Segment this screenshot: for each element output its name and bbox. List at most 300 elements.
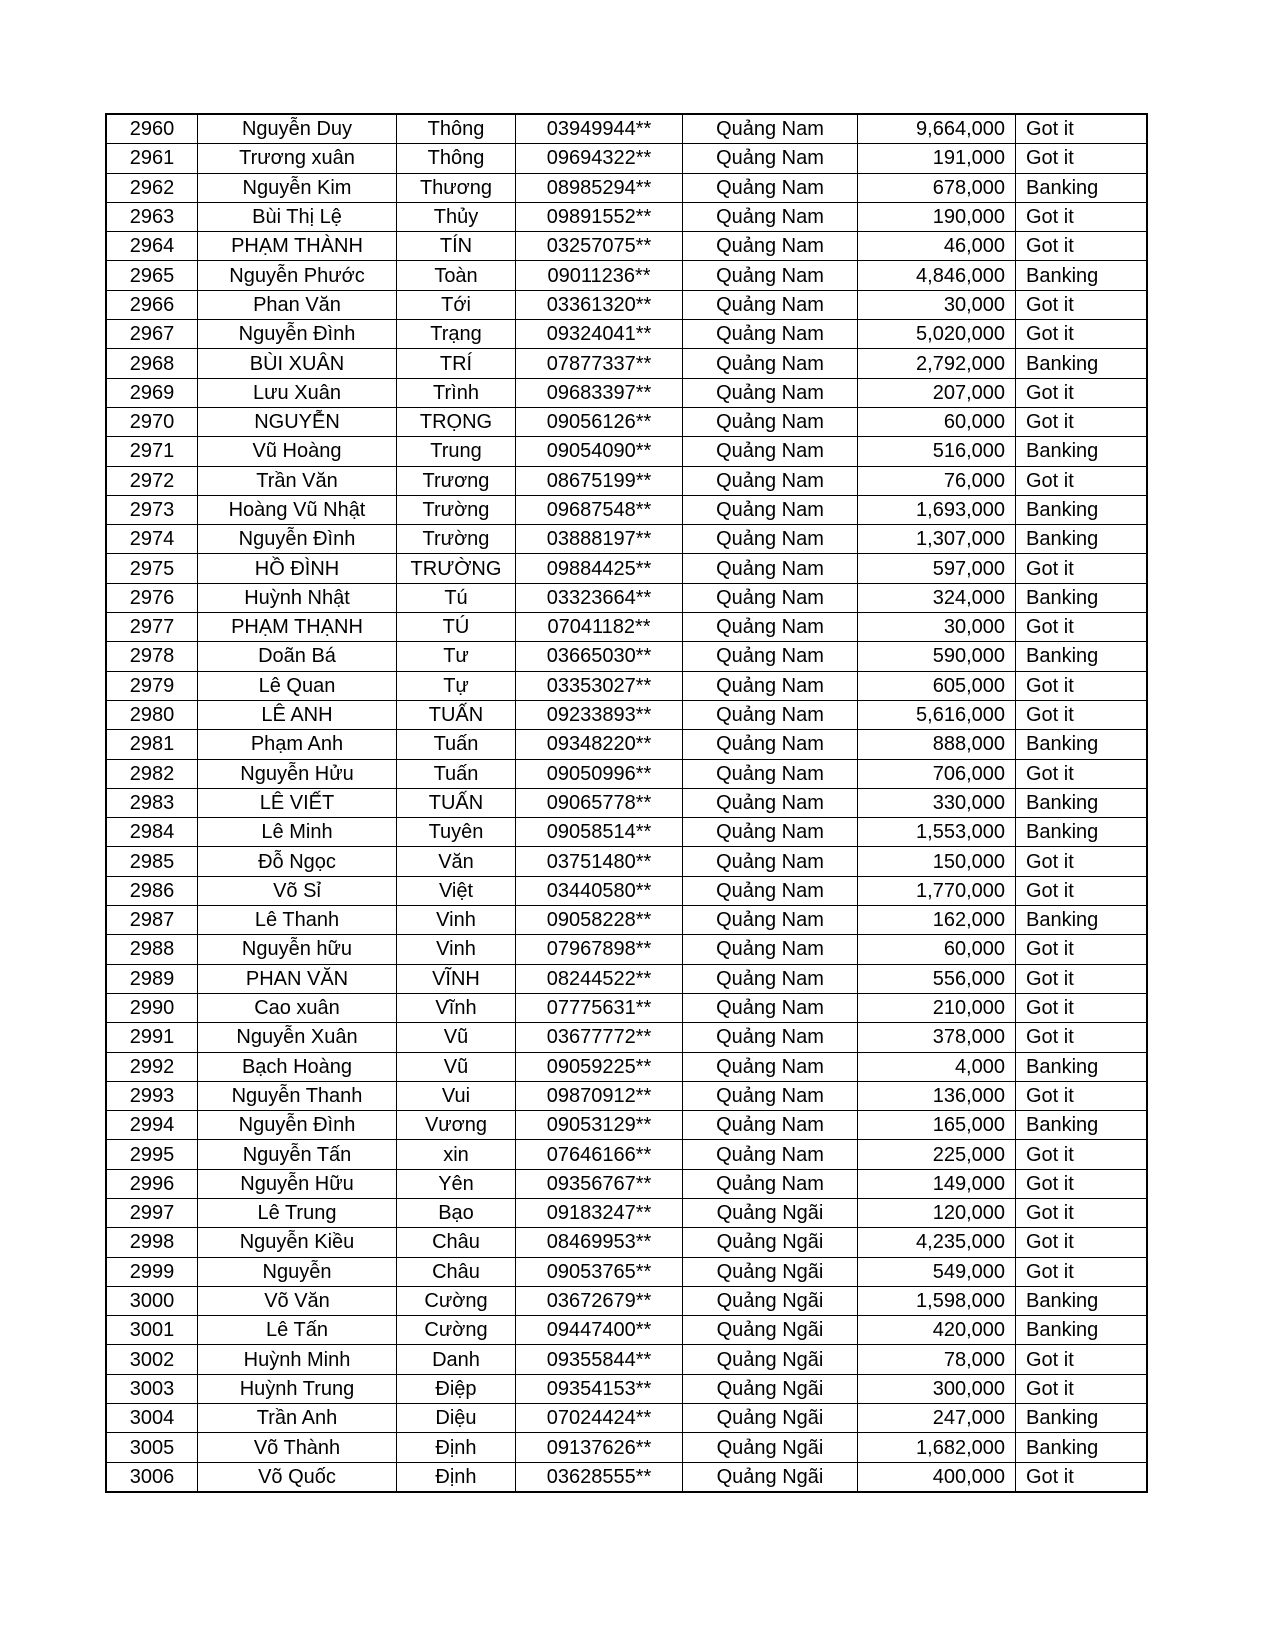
family-name-cell: Nguyễn hữu bbox=[198, 935, 397, 964]
table-row bbox=[106, 1345, 1147, 1374]
family-name-cell: Nguyễn Đình bbox=[198, 525, 397, 554]
status-cell: Got it bbox=[1016, 466, 1148, 495]
row-id-cell: 2973 bbox=[106, 495, 198, 524]
given-name-cell: Châu bbox=[397, 1257, 516, 1286]
phone-cell: 03353027** bbox=[516, 671, 683, 700]
table-row bbox=[106, 847, 1147, 876]
family-name-cell: Nguyễn Hữu bbox=[198, 1169, 397, 1198]
given-name-cell: Diệu bbox=[397, 1404, 516, 1433]
table-row bbox=[106, 1052, 1147, 1081]
family-name-cell: NGUYỄN bbox=[198, 407, 397, 436]
phone-cell: 09058228** bbox=[516, 906, 683, 935]
amount-cell: 420,000 bbox=[858, 1316, 1016, 1345]
status-cell: Got it bbox=[1016, 700, 1148, 729]
row-id-cell: 2996 bbox=[106, 1169, 198, 1198]
phone-cell: 09324041** bbox=[516, 320, 683, 349]
row-id-cell: 2992 bbox=[106, 1052, 198, 1081]
table-row bbox=[106, 671, 1147, 700]
family-name-cell: Võ Sỉ bbox=[198, 876, 397, 905]
row-id-cell: 2998 bbox=[106, 1228, 198, 1257]
table-row bbox=[106, 378, 1147, 407]
amount-cell: 324,000 bbox=[858, 583, 1016, 612]
family-name-cell: Huỳnh Minh bbox=[198, 1345, 397, 1374]
family-name-cell: Bạch Hoàng bbox=[198, 1052, 397, 1081]
province-cell: Quảng Nam bbox=[683, 818, 858, 847]
province-cell: Quảng Nam bbox=[683, 144, 858, 173]
amount-cell: 191,000 bbox=[858, 144, 1016, 173]
amount-cell: 30,000 bbox=[858, 290, 1016, 319]
amount-cell: 888,000 bbox=[858, 730, 1016, 759]
amount-cell: 1,598,000 bbox=[858, 1286, 1016, 1315]
province-cell: Quảng Nam bbox=[683, 495, 858, 524]
amount-cell: 149,000 bbox=[858, 1169, 1016, 1198]
family-name-cell: Huỳnh Trung bbox=[198, 1374, 397, 1403]
family-name-cell: Vũ Hoàng bbox=[198, 437, 397, 466]
row-id-cell: 2964 bbox=[106, 232, 198, 261]
given-name-cell: Văn bbox=[397, 847, 516, 876]
given-name-cell: TUẤN bbox=[397, 700, 516, 729]
status-cell: Banking bbox=[1016, 1052, 1148, 1081]
amount-cell: 60,000 bbox=[858, 407, 1016, 436]
row-id-cell: 2993 bbox=[106, 1081, 198, 1110]
row-id-cell: 2967 bbox=[106, 320, 198, 349]
family-name-cell: Nguyễn Đình bbox=[198, 1111, 397, 1140]
amount-cell: 556,000 bbox=[858, 964, 1016, 993]
province-cell: Quảng Nam bbox=[683, 114, 858, 144]
phone-cell: 03361320** bbox=[516, 290, 683, 319]
status-cell: Banking bbox=[1016, 583, 1148, 612]
given-name-cell: TRỌNG bbox=[397, 407, 516, 436]
phone-cell: 09870912** bbox=[516, 1081, 683, 1110]
phone-cell: 08469953** bbox=[516, 1228, 683, 1257]
given-name-cell: Định bbox=[397, 1462, 516, 1492]
status-cell: Banking bbox=[1016, 349, 1148, 378]
status-cell: Banking bbox=[1016, 788, 1148, 817]
status-cell: Got it bbox=[1016, 232, 1148, 261]
status-cell: Banking bbox=[1016, 173, 1148, 202]
province-cell: Quảng Nam bbox=[683, 1169, 858, 1198]
table-row bbox=[106, 554, 1147, 583]
row-id-cell: 2971 bbox=[106, 437, 198, 466]
given-name-cell: Định bbox=[397, 1433, 516, 1462]
table-row bbox=[106, 818, 1147, 847]
row-id-cell: 2995 bbox=[106, 1140, 198, 1169]
row-id-cell: 2965 bbox=[106, 261, 198, 290]
phone-cell: 09050996** bbox=[516, 759, 683, 788]
phone-cell: 03440580** bbox=[516, 876, 683, 905]
status-cell: Got it bbox=[1016, 554, 1148, 583]
province-cell: Quảng Nam bbox=[683, 525, 858, 554]
phone-cell: 09183247** bbox=[516, 1198, 683, 1227]
status-cell: Got it bbox=[1016, 1023, 1148, 1052]
given-name-cell: Vương bbox=[397, 1111, 516, 1140]
given-name-cell: Vinh bbox=[397, 906, 516, 935]
row-id-cell: 2961 bbox=[106, 144, 198, 173]
given-name-cell: Vĩnh bbox=[397, 993, 516, 1022]
status-cell: Got it bbox=[1016, 1374, 1148, 1403]
phone-cell: 09891552** bbox=[516, 202, 683, 231]
status-cell: Got it bbox=[1016, 1257, 1148, 1286]
given-name-cell: Tư bbox=[397, 642, 516, 671]
province-cell: Quảng Nam bbox=[683, 613, 858, 642]
amount-cell: 136,000 bbox=[858, 1081, 1016, 1110]
status-cell: Got it bbox=[1016, 407, 1148, 436]
phone-cell: 07775631** bbox=[516, 993, 683, 1022]
family-name-cell: Cao xuân bbox=[198, 993, 397, 1022]
province-cell: Quảng Nam bbox=[683, 1140, 858, 1169]
province-cell: Quảng Nam bbox=[683, 202, 858, 231]
province-cell: Quảng Ngãi bbox=[683, 1374, 858, 1403]
given-name-cell: TRÍ bbox=[397, 349, 516, 378]
family-name-cell: PHẠM THẠNH bbox=[198, 613, 397, 642]
province-cell: Quảng Ngãi bbox=[683, 1198, 858, 1227]
table-row bbox=[106, 1111, 1147, 1140]
table-row bbox=[106, 495, 1147, 524]
family-name-cell: Nguyễn Duy bbox=[198, 114, 397, 144]
table-row bbox=[106, 437, 1147, 466]
phone-cell: 03677772** bbox=[516, 1023, 683, 1052]
phone-cell: 07877337** bbox=[516, 349, 683, 378]
phone-cell: 08675199** bbox=[516, 466, 683, 495]
given-name-cell: Thủy bbox=[397, 202, 516, 231]
phone-cell: 09348220** bbox=[516, 730, 683, 759]
row-id-cell: 2987 bbox=[106, 906, 198, 935]
row-id-cell: 2982 bbox=[106, 759, 198, 788]
given-name-cell: VĨNH bbox=[397, 964, 516, 993]
province-cell: Quảng Nam bbox=[683, 1081, 858, 1110]
phone-cell: 09053129** bbox=[516, 1111, 683, 1140]
amount-cell: 678,000 bbox=[858, 173, 1016, 202]
status-cell: Banking bbox=[1016, 906, 1148, 935]
phone-cell: 09059225** bbox=[516, 1052, 683, 1081]
province-cell: Quảng Nam bbox=[683, 1052, 858, 1081]
given-name-cell: Cường bbox=[397, 1286, 516, 1315]
given-name-cell: Điệp bbox=[397, 1374, 516, 1403]
status-cell: Got it bbox=[1016, 144, 1148, 173]
row-id-cell: 2977 bbox=[106, 613, 198, 642]
amount-cell: 549,000 bbox=[858, 1257, 1016, 1286]
family-name-cell: Nguyễn Tấn bbox=[198, 1140, 397, 1169]
status-cell: Banking bbox=[1016, 1286, 1148, 1315]
province-cell: Quảng Nam bbox=[683, 642, 858, 671]
amount-cell: 150,000 bbox=[858, 847, 1016, 876]
given-name-cell: Trung bbox=[397, 437, 516, 466]
status-cell: Got it bbox=[1016, 1462, 1148, 1492]
row-id-cell: 2979 bbox=[106, 671, 198, 700]
status-cell: Got it bbox=[1016, 1140, 1148, 1169]
family-name-cell: Phạm Anh bbox=[198, 730, 397, 759]
amount-cell: 4,235,000 bbox=[858, 1228, 1016, 1257]
row-id-cell: 2966 bbox=[106, 290, 198, 319]
province-cell: Quảng Ngãi bbox=[683, 1228, 858, 1257]
given-name-cell: Danh bbox=[397, 1345, 516, 1374]
phone-cell: 09011236** bbox=[516, 261, 683, 290]
province-cell: Quảng Nam bbox=[683, 935, 858, 964]
given-name-cell: Tú bbox=[397, 583, 516, 612]
family-name-cell: Doãn Bá bbox=[198, 642, 397, 671]
family-name-cell: LÊ VIẾT bbox=[198, 788, 397, 817]
status-cell: Got it bbox=[1016, 1345, 1148, 1374]
phone-cell: 09687548** bbox=[516, 495, 683, 524]
family-name-cell: Lê Minh bbox=[198, 818, 397, 847]
given-name-cell: Tuấn bbox=[397, 730, 516, 759]
family-name-cell: Võ Văn bbox=[198, 1286, 397, 1315]
amount-cell: 30,000 bbox=[858, 613, 1016, 642]
given-name-cell: Vinh bbox=[397, 935, 516, 964]
amount-cell: 78,000 bbox=[858, 1345, 1016, 1374]
phone-cell: 07646166** bbox=[516, 1140, 683, 1169]
province-cell: Quảng Nam bbox=[683, 349, 858, 378]
table-row bbox=[106, 1316, 1147, 1345]
amount-cell: 378,000 bbox=[858, 1023, 1016, 1052]
family-name-cell: LÊ ANH bbox=[198, 700, 397, 729]
given-name-cell: Cường bbox=[397, 1316, 516, 1345]
amount-cell: 225,000 bbox=[858, 1140, 1016, 1169]
status-cell: Got it bbox=[1016, 964, 1148, 993]
amount-cell: 190,000 bbox=[858, 202, 1016, 231]
amount-cell: 605,000 bbox=[858, 671, 1016, 700]
amount-cell: 162,000 bbox=[858, 906, 1016, 935]
given-name-cell: Trường bbox=[397, 495, 516, 524]
province-cell: Quảng Nam bbox=[683, 906, 858, 935]
family-name-cell: Nguyễn bbox=[198, 1257, 397, 1286]
family-name-cell: Trần Văn bbox=[198, 466, 397, 495]
province-cell: Quảng Nam bbox=[683, 876, 858, 905]
status-cell: Got it bbox=[1016, 320, 1148, 349]
family-name-cell: Trần Anh bbox=[198, 1404, 397, 1433]
row-id-cell: 2990 bbox=[106, 993, 198, 1022]
phone-cell: 07024424** bbox=[516, 1404, 683, 1433]
given-name-cell: Trình bbox=[397, 378, 516, 407]
status-cell: Got it bbox=[1016, 935, 1148, 964]
status-cell: Banking bbox=[1016, 1111, 1148, 1140]
status-cell: Got it bbox=[1016, 759, 1148, 788]
row-id-cell: 2984 bbox=[106, 818, 198, 847]
table-row bbox=[106, 993, 1147, 1022]
amount-cell: 1,553,000 bbox=[858, 818, 1016, 847]
province-cell: Quảng Nam bbox=[683, 232, 858, 261]
phone-cell: 09056126** bbox=[516, 407, 683, 436]
phone-cell: 03888197** bbox=[516, 525, 683, 554]
given-name-cell: xin bbox=[397, 1140, 516, 1169]
family-name-cell: Phan Văn bbox=[198, 290, 397, 319]
family-name-cell: Đỗ Ngọc bbox=[198, 847, 397, 876]
row-id-cell: 2960 bbox=[106, 114, 198, 144]
province-cell: Quảng Nam bbox=[683, 1111, 858, 1140]
status-cell: Got it bbox=[1016, 993, 1148, 1022]
given-name-cell: Bạo bbox=[397, 1198, 516, 1227]
table-row bbox=[106, 466, 1147, 495]
status-cell: Got it bbox=[1016, 1169, 1148, 1198]
province-cell: Quảng Nam bbox=[683, 700, 858, 729]
row-id-cell: 2980 bbox=[106, 700, 198, 729]
table-row bbox=[106, 1404, 1147, 1433]
row-id-cell: 2989 bbox=[106, 964, 198, 993]
status-cell: Got it bbox=[1016, 378, 1148, 407]
amount-cell: 597,000 bbox=[858, 554, 1016, 583]
given-name-cell: Vũ bbox=[397, 1052, 516, 1081]
table-row bbox=[106, 1433, 1147, 1462]
phone-cell: 03949944** bbox=[516, 114, 683, 144]
row-id-cell: 2991 bbox=[106, 1023, 198, 1052]
given-name-cell: TUẤN bbox=[397, 788, 516, 817]
row-id-cell: 3005 bbox=[106, 1433, 198, 1462]
province-cell: Quảng Nam bbox=[683, 437, 858, 466]
family-name-cell: Lê Trung bbox=[198, 1198, 397, 1227]
province-cell: Quảng Ngãi bbox=[683, 1286, 858, 1315]
family-name-cell: Nguyễn Kiều bbox=[198, 1228, 397, 1257]
status-cell: Banking bbox=[1016, 1404, 1148, 1433]
phone-cell: 09065778** bbox=[516, 788, 683, 817]
row-id-cell: 3000 bbox=[106, 1286, 198, 1315]
phone-cell: 09058514** bbox=[516, 818, 683, 847]
province-cell: Quảng Nam bbox=[683, 378, 858, 407]
family-name-cell: Võ Thành bbox=[198, 1433, 397, 1462]
status-cell: Got it bbox=[1016, 671, 1148, 700]
province-cell: Quảng Nam bbox=[683, 173, 858, 202]
row-id-cell: 2983 bbox=[106, 788, 198, 817]
amount-cell: 4,846,000 bbox=[858, 261, 1016, 290]
table-row bbox=[106, 1081, 1147, 1110]
status-cell: Got it bbox=[1016, 613, 1148, 642]
table-row bbox=[106, 759, 1147, 788]
row-id-cell: 3006 bbox=[106, 1462, 198, 1492]
province-cell: Quảng Ngãi bbox=[683, 1462, 858, 1492]
phone-cell: 03257075** bbox=[516, 232, 683, 261]
family-name-cell: Huỳnh Nhật bbox=[198, 583, 397, 612]
row-id-cell: 2988 bbox=[106, 935, 198, 964]
phone-cell: 09053765** bbox=[516, 1257, 683, 1286]
table-row bbox=[106, 525, 1147, 554]
row-id-cell: 2975 bbox=[106, 554, 198, 583]
family-name-cell: Nguyễn Thanh bbox=[198, 1081, 397, 1110]
table-row bbox=[106, 906, 1147, 935]
province-cell: Quảng Nam bbox=[683, 407, 858, 436]
status-cell: Got it bbox=[1016, 1081, 1148, 1110]
phone-cell: 03751480** bbox=[516, 847, 683, 876]
table-row bbox=[106, 173, 1147, 202]
family-name-cell: Nguyễn Kim bbox=[198, 173, 397, 202]
phone-cell: 03323664** bbox=[516, 583, 683, 612]
status-cell: Got it bbox=[1016, 876, 1148, 905]
row-id-cell: 2986 bbox=[106, 876, 198, 905]
given-name-cell: Tới bbox=[397, 290, 516, 319]
row-id-cell: 2970 bbox=[106, 407, 198, 436]
row-id-cell: 2999 bbox=[106, 1257, 198, 1286]
family-name-cell: Nguyễn Xuân bbox=[198, 1023, 397, 1052]
province-cell: Quảng Ngãi bbox=[683, 1345, 858, 1374]
status-cell: Banking bbox=[1016, 1316, 1148, 1345]
table-row bbox=[106, 407, 1147, 436]
province-cell: Quảng Nam bbox=[683, 554, 858, 583]
amount-cell: 5,616,000 bbox=[858, 700, 1016, 729]
given-name-cell: Thông bbox=[397, 144, 516, 173]
amount-cell: 4,000 bbox=[858, 1052, 1016, 1081]
family-name-cell: HỒ ĐÌNH bbox=[198, 554, 397, 583]
table-row bbox=[106, 935, 1147, 964]
table-row bbox=[106, 1374, 1147, 1403]
given-name-cell: Trạng bbox=[397, 320, 516, 349]
table-row bbox=[106, 613, 1147, 642]
amount-cell: 247,000 bbox=[858, 1404, 1016, 1433]
province-cell: Quảng Nam bbox=[683, 466, 858, 495]
status-cell: Banking bbox=[1016, 642, 1148, 671]
table-row bbox=[106, 1140, 1147, 1169]
phone-cell: 09354153** bbox=[516, 1374, 683, 1403]
amount-cell: 5,020,000 bbox=[858, 320, 1016, 349]
phone-cell: 09884425** bbox=[516, 554, 683, 583]
amount-cell: 76,000 bbox=[858, 466, 1016, 495]
province-cell: Quảng Nam bbox=[683, 261, 858, 290]
given-name-cell: Thông bbox=[397, 114, 516, 144]
province-cell: Quảng Ngãi bbox=[683, 1316, 858, 1345]
province-cell: Quảng Ngãi bbox=[683, 1404, 858, 1433]
amount-cell: 1,307,000 bbox=[858, 525, 1016, 554]
table-row bbox=[106, 1228, 1147, 1257]
table-row bbox=[106, 144, 1147, 173]
recipients-table bbox=[105, 113, 1148, 1493]
phone-cell: 09694322** bbox=[516, 144, 683, 173]
family-name-cell: Võ Quốc bbox=[198, 1462, 397, 1492]
given-name-cell: Thương bbox=[397, 173, 516, 202]
given-name-cell: Tự bbox=[397, 671, 516, 700]
table-row bbox=[106, 290, 1147, 319]
table-row bbox=[106, 232, 1147, 261]
family-name-cell: Lê Quan bbox=[198, 671, 397, 700]
amount-cell: 516,000 bbox=[858, 437, 1016, 466]
amount-cell: 330,000 bbox=[858, 788, 1016, 817]
table-row bbox=[106, 320, 1147, 349]
row-id-cell: 2962 bbox=[106, 173, 198, 202]
table-row bbox=[106, 1286, 1147, 1315]
province-cell: Quảng Nam bbox=[683, 964, 858, 993]
amount-cell: 1,682,000 bbox=[858, 1433, 1016, 1462]
phone-cell: 09233893** bbox=[516, 700, 683, 729]
row-id-cell: 3004 bbox=[106, 1404, 198, 1433]
table-row bbox=[106, 788, 1147, 817]
province-cell: Quảng Nam bbox=[683, 847, 858, 876]
amount-cell: 120,000 bbox=[858, 1198, 1016, 1227]
family-name-cell: Hoàng Vũ Nhật bbox=[198, 495, 397, 524]
amount-cell: 165,000 bbox=[858, 1111, 1016, 1140]
province-cell: Quảng Ngãi bbox=[683, 1257, 858, 1286]
table-row bbox=[106, 349, 1147, 378]
given-name-cell: Tuấn bbox=[397, 759, 516, 788]
status-cell: Got it bbox=[1016, 290, 1148, 319]
amount-cell: 300,000 bbox=[858, 1374, 1016, 1403]
given-name-cell: TRƯỜNG bbox=[397, 554, 516, 583]
family-name-cell: Nguyễn Phước bbox=[198, 261, 397, 290]
table-row bbox=[106, 730, 1147, 759]
row-id-cell: 3003 bbox=[106, 1374, 198, 1403]
status-cell: Banking bbox=[1016, 1433, 1148, 1462]
family-name-cell: Lê Tấn bbox=[198, 1316, 397, 1345]
given-name-cell: TÚ bbox=[397, 613, 516, 642]
family-name-cell: PHẠM THÀNH bbox=[198, 232, 397, 261]
amount-cell: 210,000 bbox=[858, 993, 1016, 1022]
row-id-cell: 2976 bbox=[106, 583, 198, 612]
phone-cell: 09447400** bbox=[516, 1316, 683, 1345]
family-name-cell: Nguyễn Hửu bbox=[198, 759, 397, 788]
table-body bbox=[106, 114, 1147, 1492]
phone-cell: 09137626** bbox=[516, 1433, 683, 1462]
row-id-cell: 3002 bbox=[106, 1345, 198, 1374]
province-cell: Quảng Nam bbox=[683, 290, 858, 319]
given-name-cell: Vui bbox=[397, 1081, 516, 1110]
province-cell: Quảng Nam bbox=[683, 730, 858, 759]
amount-cell: 1,770,000 bbox=[858, 876, 1016, 905]
table-row bbox=[106, 700, 1147, 729]
